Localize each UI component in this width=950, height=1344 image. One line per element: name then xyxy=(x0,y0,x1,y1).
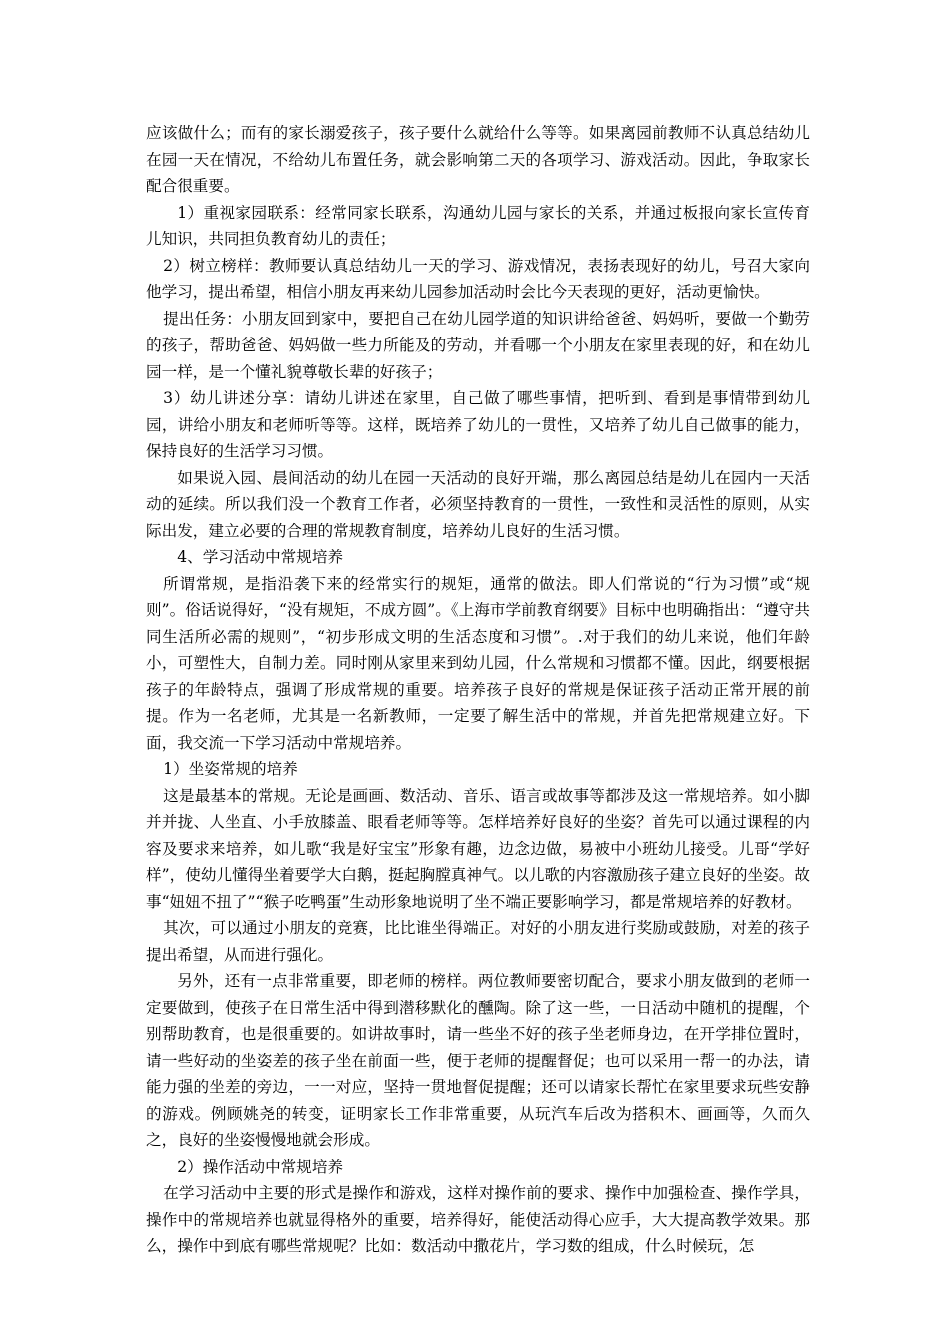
paragraph: 其次，可以通过小朋友的竞赛，比比谁坐得端正。对好的小朋友进行奖励或鼓励，对差的孩子提出希望，从而进行强化。 xyxy=(146,919,810,964)
subsection-heading: 1）坐姿常规的培养 xyxy=(163,760,298,778)
section-heading: 4、学习活动中常规培养 xyxy=(177,548,344,566)
paragraph: 3）幼儿讲述分享：请幼儿讲述在家里，自己做了哪些事情，把听到、看到是事情带到幼儿园，讲给小朋友和老师听等等。这样，既培养了幼儿的一贯性，又培养了幼儿自己做事的能力，保持良好的生活学习习惯。 xyxy=(146,389,810,460)
paragraph: 这是最基本的常规。无论是画画、数活动、音乐、语言或故事等都涉及这一常规培养。如小脚并并拢、人坐直、小手放膝盖、眼看老师等等。怎样培养好良好的坐姿？首先可以通过课程的内容及要求来培养，如儿歌“我是好宝宝”形象有趣，边念边做，易被中小班幼儿接受。儿哥“学好样”，使幼儿懂得坐着要学大白鹅，挺起胸膛真神气。以儿歌的内容激励孩子建立良好的坐姿。故事“妞妞不扭了”“猴子吃鸭蛋”生动形象地说明了坐不端正要影响学习，都是常规培养的好教材。 xyxy=(146,786,810,911)
paragraph: 2）树立榜样：教师要认真总结幼儿一天的学习、游戏情况，表扬表现好的幼儿，号召大家向他学习，提出希望，相信小朋友再来幼儿园参加活动时会比今天表现的更好，活动更愉快。 xyxy=(146,256,810,301)
paragraph: 另外，还有一点非常重要，即老师的榜样。两位教师要密切配合，要求小朋友做到的老师一定要做到，使孩子在日常生活中得到潜移默化的醺陶。除了这一些，一日活动中随机的提醒，个别帮助教育，也是很重要的。如讲故事时，请一些坐不好的孩子坐老师身边，在开学排位置时，请一些好动的坐姿差的孩子坐在前面一些，便于老师的提醒督促；也可以采用一帮一的办法，请能力强的坐差的旁边，一一对应，坚持一贯地督促提醒；还可以请家长帮忙在家里要求玩些安静的游戏。例顾姚尧的转变，证明家长工作非常重要，从玩汽车后改为搭积木、画画等，久而久之，良好的坐姿慢慢地就会形成。 xyxy=(146,972,810,1149)
document-body xyxy=(146,120,810,1260)
paragraph: 应该做什么；而有的家长溺爱孩子，孩子要什么就给什么等等。如果离园前教师不认真总结幼儿在园一天在情况，不给幼儿布置任务，就会影响第二天的各项学习、游戏活动。因此，争取家长配合很重要。 xyxy=(146,124,810,195)
paragraph: 如果说入园、晨间活动的幼儿在园一天活动的良好开端，那么离园总结是幼儿在园内一天活动的延续。所以我们没一个教育工作者，必须坚持教育的一贯性，一致性和灵活性的原则，从实际出发，建立必要的合理的常规教育制度，培养幼儿良好的生活习惯。 xyxy=(146,468,810,540)
subsection-heading: 2）操作活动中常规培养 xyxy=(177,1157,344,1176)
paragraph: 在学习活动中主要的形式是操作和游戏，这样对操作前的要求、操作中加强检查、操作学具，操作中的常规培养也就显得格外的重要，培养得好，能使活动得心应手，大大提高教学效果。那么，操作中到底有哪些常规呢？比如：数活动中撒花片，学习数的组成，什么时候玩，怎 xyxy=(146,1184,810,1255)
paragraph: 所谓常规，是指沿袭下来的经常实行的规矩，通常的做法。即人们常说的“行为习惯”或“规则”。俗话说得好，“没有规矩，不成方圆”。《上海市学前教育纲要》目标中也明确指出：“遵守共同生活所必需的规则”，“初步形成文明的生活态度和习惯”。.对于我们的幼儿来说，他们年龄小，可塑性大，自制力差。同时刚从家里来到幼儿园，什么常规和习惯都不懂。因此，纲要根据孩子的年龄特点，强调了形成常规的重要。培养孩子良好的常规是保证孩子活动正常开展的前提。作为一名老师，尤其是一名新教师，一定要了解生活中的常规，并首先把常规建立好。下面，我交流一下学习活动中常规培养。 xyxy=(146,574,810,752)
paragraph: 1）重视家园联系：经常同家长联系，沟通幼儿园与家长的关系，并通过板报向家长宣传育儿知识，共同担负教育幼儿的责任； xyxy=(146,203,810,248)
paragraph: 提出任务：小朋友回到家中，要把自己在幼儿园学道的知识讲给爸爸、妈妈听，要做一个勤劳的孩子，帮助爸爸、妈妈做一些力所能及的劳动，并看哪一个小朋友在家里表现的好，和在幼儿园一样，是一个懂礼貌尊敬长辈的好孩子； xyxy=(146,309,810,381)
